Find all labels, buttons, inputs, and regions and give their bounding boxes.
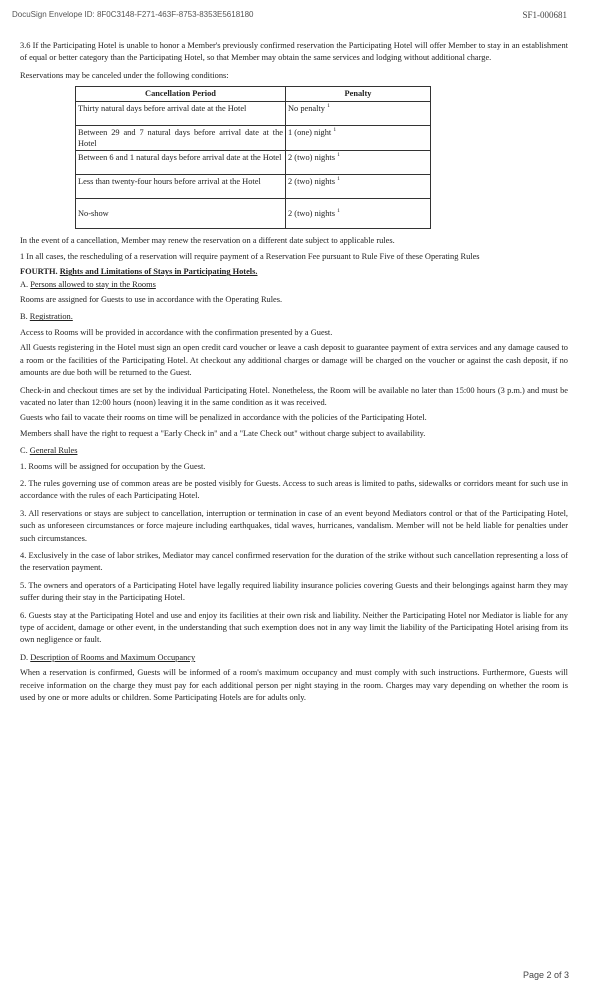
penalty-text: 2 (two) nights [288,153,335,163]
rule-1: 1. Rooms will be assigned for occupation by the Guest. [20,461,206,471]
rule-3: 3. All reservations or stays are subject to cancellation, interruption or termination in case of an event beyond Mediators control or that of the Participating Hotel, such as unforeseen circumstances or force majeure including earthquakes, tidal waves, hurricanes, vandalism. Member will not be held liable for penalties under such circumstances. [20,508,568,543]
document-code: SF1-000681 [522,10,567,20]
section-b-title: Registration. [29,312,73,322]
section-c-heading [20,445,568,457]
cancellation-intro: Reservations may be canceled under the following conditions: [20,70,229,80]
table-row [76,125,431,151]
section-b-p5: Members shall have the right to request a "Early Check in" and a "Late Check out" without charge subject to availability. [20,428,426,438]
penalty-cell [286,199,431,229]
table-header-period: Cancellation Period [76,87,286,101]
penalty-cell [286,125,431,151]
section-a-heading [20,279,568,291]
page-number: Page 2 of 3 [522,970,569,980]
section-c-title: General Rules [29,446,78,456]
table-row [76,101,431,125]
section-b-p2: All Guests registering in the Hotel must sign an open credit card voucher or leave a cash deposit to guarantee payment of extra services and any damage caused to a room or the facilities of the Participating Hotel. At checkout any additional charges or damage will be charged on the voucher or against the cash deposit, if no amounts are due both will be returned to the Guest. [20,343,568,378]
penalty-cell [286,175,431,199]
rule-2: 2. The rules governing use of common areas are be posted visibly for Guests. Access to such areas is limited to paths, sidewalks or corridors meant for such use in accordance with the rules of each Participating Hotel. [20,478,568,501]
table-row [76,199,431,229]
page-header [12,10,577,22]
section-fourth-title: Rights and Limitations of Stays in Participating Hotels. [59,267,258,277]
rule-5: 5. The owners and operators of a Participating Hotel have legally required liability insurance policies covering Guests and their belongings against harm they may suffer during their stay in the Participating Hotel. [20,580,568,603]
envelope-id: DocuSign Envelope ID: 8F0C3148-F271-463F-8753-8353E5618180 [12,10,254,19]
footnote-marker: 1 [337,176,340,183]
section-b-p1: Access to Rooms will be provided in accordance with the confirmation presented by a Guest. [20,327,333,337]
section-d-label: D. [20,652,29,662]
footnote-marker: 1 [337,152,340,159]
rule-4: 4. Exclusively in the case of labor strikes, Mediator may cancel confirmed reservation for the duration of the strike without such cancellation representing a loss of the reservation payment. [20,550,568,573]
paragraph-3-6: 3.6 If the Participating Hotel is unable to honor a Member's previously confirmed reservation the Participating Hotel will offer Member to stay in an establishment of equal or better category than the Participating Hotel, so that Member may obtain the same services and lodging without additional charge. [20,41,568,63]
cancellation-event: In the event of a cancellation, Member may renew the reservation on a different date subject to applicable rules. [20,236,395,246]
section-d-heading [20,652,568,664]
table-row [76,151,431,175]
footnote-marker: 1 [327,102,330,109]
footnote-marker: 1 [333,126,337,133]
penalty-cell [286,101,431,125]
period-cell: Between 29 and 7 natural days before arrival date at the Hotel [76,125,286,151]
penalty-cell [286,151,431,175]
penalty-text: 2 (two) nights [288,177,335,187]
section-a-text: Rooms are assigned for Guests to use in accordance with the Operating Rules. [20,295,283,305]
period-cell: Between 6 and 1 natural days before arrival date at the Hotel [76,151,286,175]
penalty-text: No penalty [288,103,325,113]
section-d-title: Description of Rooms and Maximum Occupancy [30,652,196,662]
table-header-penalty: Penalty [286,87,431,101]
section-d-text: When a reservation is confirmed, Guests will be informed of a room's maximum occupancy and must comply with such instructions. Furthermore, Guests will receive information on the charge they must pay for each additional person per night staying in the room. Charges may vary depending on whether the room is used by one or more adults or children. Some Participating Hotels are for adults only. [20,668,568,703]
table-footnote: 1 In all cases, the rescheduling of a reservation will require payment of a Reservation Fee pursuant to Rule Five of these Operating Rules [20,251,480,261]
period-cell: No-show [76,199,286,229]
section-fourth-heading [20,266,568,278]
table-row [76,175,431,199]
section-a-label: A. [20,279,29,289]
section-b-heading [20,311,568,323]
section-b-p4: Guests who fail to vacate their rooms on time will be penalized in accordance with the policies of the Participating Hotel. [20,413,427,423]
period-cell: Thirty natural days before arrival date at the Hotel [76,101,286,125]
penalty-text: 2 (two) nights [288,209,335,219]
section-fourth-label: FOURTH. [20,267,58,277]
section-b-p3: Check-in and checkout times are set by the individual Participating Hotel. Nonetheless, the Room will be available no later than 15:00 hours (3 p.m.) and must be vacated no later than 12:00 hours (noon) leaving it in the same condition as it was received. [20,385,568,407]
cancellation-table [75,86,431,229]
section-b-label: B. [20,312,28,322]
penalty-text: 1 (one) night [288,127,332,137]
rule-6: 6. Guests stay at the Participating Hotel and use and enjoy its facilities at their own risk and liability. Neither the Participating Hotel nor Mediator is liable for any type of accident, damage or other event, in the understanding that such exemption does not in any way limit the liability of the Participating Hotel arising from its own negligence or fault. [20,610,568,645]
section-a-title: Persons allowed to stay in the Rooms [30,279,156,289]
period-cell: Less than twenty-four hours before arrival at the Hotel [76,175,286,199]
footnote-marker: 1 [337,208,340,215]
document-body [20,40,568,707]
table-header-row [76,87,431,101]
section-c-label: C. [20,446,28,456]
